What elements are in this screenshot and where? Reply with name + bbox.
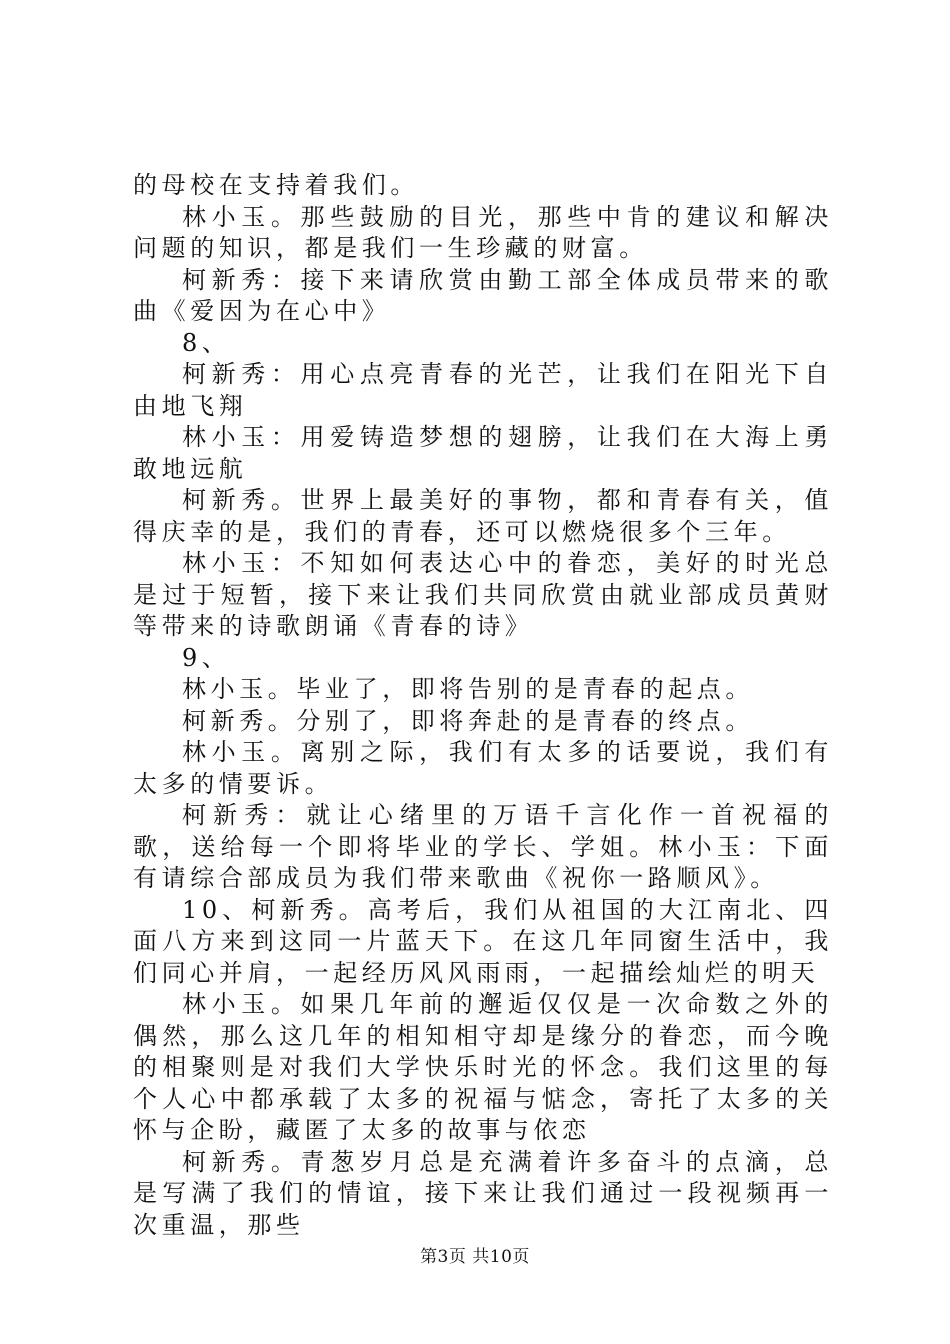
paragraph: 柯新秀。世界上最美好的事物，都和青春有关，值得庆幸的是，我们的青春，还可以燃烧很多个三年。 xyxy=(133,486,833,546)
paragraph: 林小玉。如果几年前的邂逅仅仅是一次命数之外的偶然，那么这几年的相知相守却是缘分的眷恋，而今晚的相聚则是对我们大学快乐时光的怀念。我们这里的每个人心中都承载了太多的祝福与惦念，寄托了太多的关怀与企盼，藏匿了太多的故事与依恋 xyxy=(133,990,833,1144)
paragraph: 柯新秀：用心点亮青春的光芒，让我们在阳光下自由地飞翔 xyxy=(133,360,833,420)
paragraph: 柯新秀。青葱岁月总是充满着许多奋斗的点滴，总是写满了我们的情谊，接下来让我们通过一段视频再一次重温，那些 xyxy=(133,1147,833,1239)
page-number-footer: 第3页 共10页 xyxy=(420,1247,530,1267)
paragraph: 柯新秀：接下来请欣赏由勤工部全体成员带来的歌曲《爱因为在心中》 xyxy=(133,265,833,325)
paragraph: 林小玉。离别之际，我们有太多的话要说，我们有太多的情要诉。 xyxy=(133,738,833,798)
paragraph: 林小玉：不知如何表达心中的眷恋，美好的时光总是过于短暂，接下来让我们共同欣赏由就业部成员黄财等带来的诗歌朗诵《青春的诗》 xyxy=(133,549,833,640)
paragraph: 林小玉。那些鼓励的目光，那些中肯的建议和解决问题的知识，都是我们一生珍藏的财富。 xyxy=(133,202,833,262)
paragraph: 10、柯新秀。高考后，我们从祖国的大江南北、四面八方来到这同一片蓝天下。在这几年同窗生活中，我们同心并肩，一起经历风风雨雨，一起描绘灿烂的明天 xyxy=(133,895,833,987)
section-number: 8、 xyxy=(182,328,231,357)
document-body xyxy=(133,170,833,1241)
paragraph: 柯新秀：就让心绪里的万语千言化作一首祝福的歌，送给每一个即将毕业的学长、学姐。林小玉：下面有请综合部成员为我们带来歌曲《祝你一路顺风》。 xyxy=(133,801,833,892)
section-number: 9、 xyxy=(182,643,231,672)
paragraph: 柯新秀。分别了，即将奔赴的是青春的终点。 xyxy=(182,706,754,735)
paragraph: 林小玉。毕业了，即将告别的是青春的起点。 xyxy=(182,675,754,703)
paragraph: 林小玉：用爱铸造梦想的翅膀，让我们在大海上勇敢地远航 xyxy=(133,423,833,483)
paragraph-continuation: 的母校在支持着我们。 xyxy=(133,171,419,199)
